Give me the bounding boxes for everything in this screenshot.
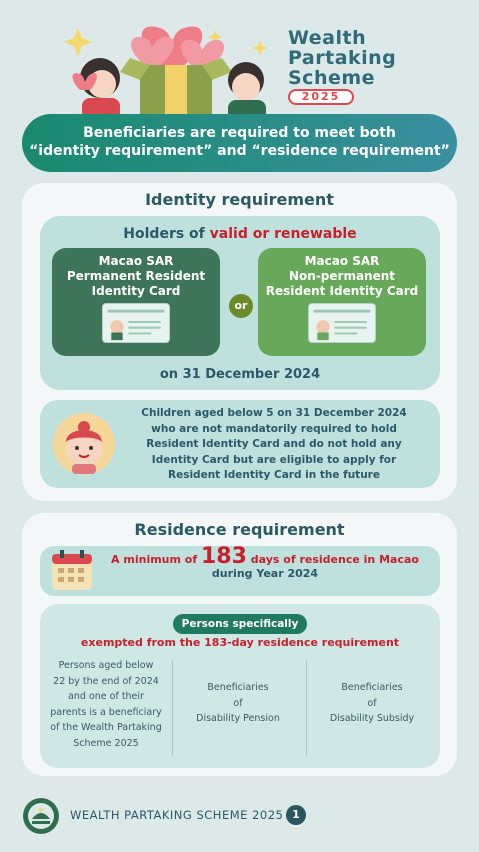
- residence-section-title: Residence requirement: [134, 520, 345, 539]
- identity-section-title: Identity requirement: [145, 190, 334, 209]
- woman-character: [73, 58, 121, 120]
- column-divider: [172, 660, 173, 756]
- gift-box-icon: [120, 58, 232, 117]
- header-illustration: [50, 10, 280, 120]
- scheme-title: Wealth Partaking Scheme: [288, 27, 397, 89]
- child-face-icon: [52, 412, 116, 476]
- exemption-column-young-persons: Persons aged below 22 by the end of 2024 and one of their parents is a beneficiary of the Wealth Partaking Scheme 2025: [50, 660, 162, 749]
- macao-emblem-icon: [22, 797, 60, 835]
- exemption-column-disability-pension: Beneficiaries of Disability Pension: [196, 682, 280, 724]
- id-card-icon: [102, 303, 170, 343]
- minimum-days-text: A minimum of 183 days of residence in Macao during Year 2024: [111, 544, 419, 580]
- nonpermanent-id-card-box: Macao SAR Non-permanent Resident Identity Card: [258, 248, 426, 356]
- exemption-column-disability-subsidy: Beneficiaries of Disability Subsidy: [329, 682, 415, 724]
- footer-scheme-name: WEALTH PARTAKING SCHEME 2025: [70, 808, 284, 822]
- children-description: Children aged below 5 on 31 December 2024 who are not mandatorily required to hold Resident Identity Card and do not hold any Identity Card but are eligible to apply for Resident Identity Card in the future: [141, 407, 407, 481]
- holders-heading: Holders of valid or renewable: [123, 226, 357, 242]
- column-divider: [306, 660, 307, 756]
- exemption-subtitle: exempted from the 183-day residence requirement: [80, 636, 400, 649]
- calendar-icon: [50, 548, 96, 592]
- requirement-banner: Beneficiaries are required to meet both “identity requirement” and “residence requirement”: [22, 114, 457, 172]
- persons-specifically-pill: Persons specifically: [173, 614, 307, 634]
- year-badge: 2025: [288, 89, 354, 105]
- id-card-icon: [308, 303, 376, 343]
- or-badge: or: [229, 294, 253, 318]
- permanent-id-card-box: Macao SAR Permanent Resident Identity Card: [52, 248, 220, 356]
- page-number-badge: 1: [286, 805, 306, 825]
- sparkle-icon: [64, 28, 92, 56]
- on-date-label: on 31 December 2024: [159, 367, 321, 382]
- man-character: [228, 62, 266, 120]
